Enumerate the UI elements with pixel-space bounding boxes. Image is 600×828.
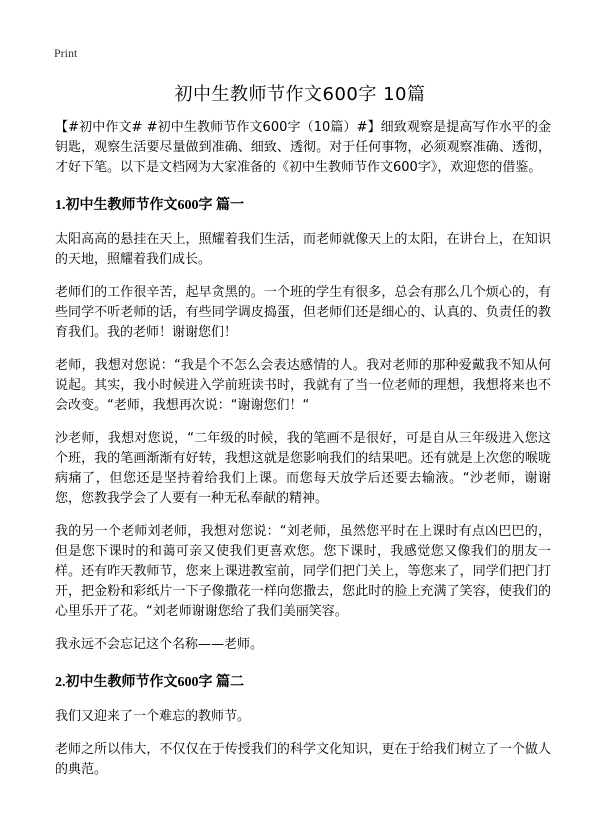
body-paragraph: 沙老师，我想对您说，“二年级的时候，我的笔画不是很好，可是自从三年级进入您这个班，我的笔画渐渐有好转，我想这就是您影响我们的结果吧。还有就是上次您的喉咙病痛了，但您还是坚持着给我们上课。而您每天放学后还要去输液。“沙老师，谢谢您，您教我学会了人要有一种无私奉献的精神。 bbox=[55, 431, 551, 506]
body-paragraph: 我们又迎来了一个难忘的教师节。 bbox=[55, 709, 251, 724]
section-2 bbox=[55, 673, 551, 780]
print-label: Print bbox=[54, 46, 78, 60]
section-1 bbox=[55, 196, 551, 655]
section-heading: 2.初中生教师节作文600字 篇二 bbox=[55, 675, 244, 690]
body-paragraph: 老师，我想对您说：“我是个不怎么会表达感情的人。我对老师的那种爱戴我不知从何说起。其实，我小时候进入学前班读书时，我就有了当一位老师的理想，我想将来也不会改变。“老师，我想再次说：“谢谢您们！“ bbox=[55, 358, 551, 413]
intro-paragraph: 【#初中作文# #初中生教师节作文600字（10篇）#】细致观察是提高写作水平的金钥匙，观察生活要尽量做到准确、细致、透彻。对于任何事物，必须观察准确、透彻，才好下笔。以下是文档网为大家准备的《初中生教师节作文600字》，欢迎您的借鉴。 bbox=[55, 120, 551, 175]
body-paragraph: 太阳高高的悬挂在天上，照耀着我们生活，而老师就像天上的太阳，在讲台上，在知识的天地，照耀着我们成长。 bbox=[55, 232, 551, 267]
body-paragraph: 老师之所以伟大，不仅仅在于传授我们的科学文化知识，更在于给我们树立了一个做人的典范。 bbox=[55, 742, 551, 777]
page-title: 初中生教师节作文600字 10篇 bbox=[174, 84, 426, 105]
document-body bbox=[55, 118, 551, 793]
body-paragraph: 我永远不会忘记这个名称——老师。 bbox=[55, 637, 264, 652]
body-paragraph: 老师们的工作很辛苦，起早贪黑的。一个班的学生有很多，总会有那么几个烦心的，有些同学不听老师的话，有些同学调皮捣蛋，但老师们还是细心的、认真的、负责任的教育我们。我的老师！谢谢您们！ bbox=[55, 285, 551, 340]
body-paragraph: 我的另一个老师刘老师，我想对您说：“刘老师，虽然您平时在上课时有点凶巴巴的，但是您下课时的和蔼可亲又使我们更喜欢您。您下课时，我感觉您又像我们的朋友一样。还有昨天教师节，您来上课进教室前，同学们把门关上，等您来了，同学们把门打开，把金粉和彩纸片一下子像撒花一样向您撒去，您此时的脸上充满了笑容，使我们的心里乐开了花。“刘老师谢谢您给了我们美丽笑容。 bbox=[55, 524, 551, 619]
section-heading: 1.初中生教师节作文600字 篇一 bbox=[55, 198, 244, 213]
